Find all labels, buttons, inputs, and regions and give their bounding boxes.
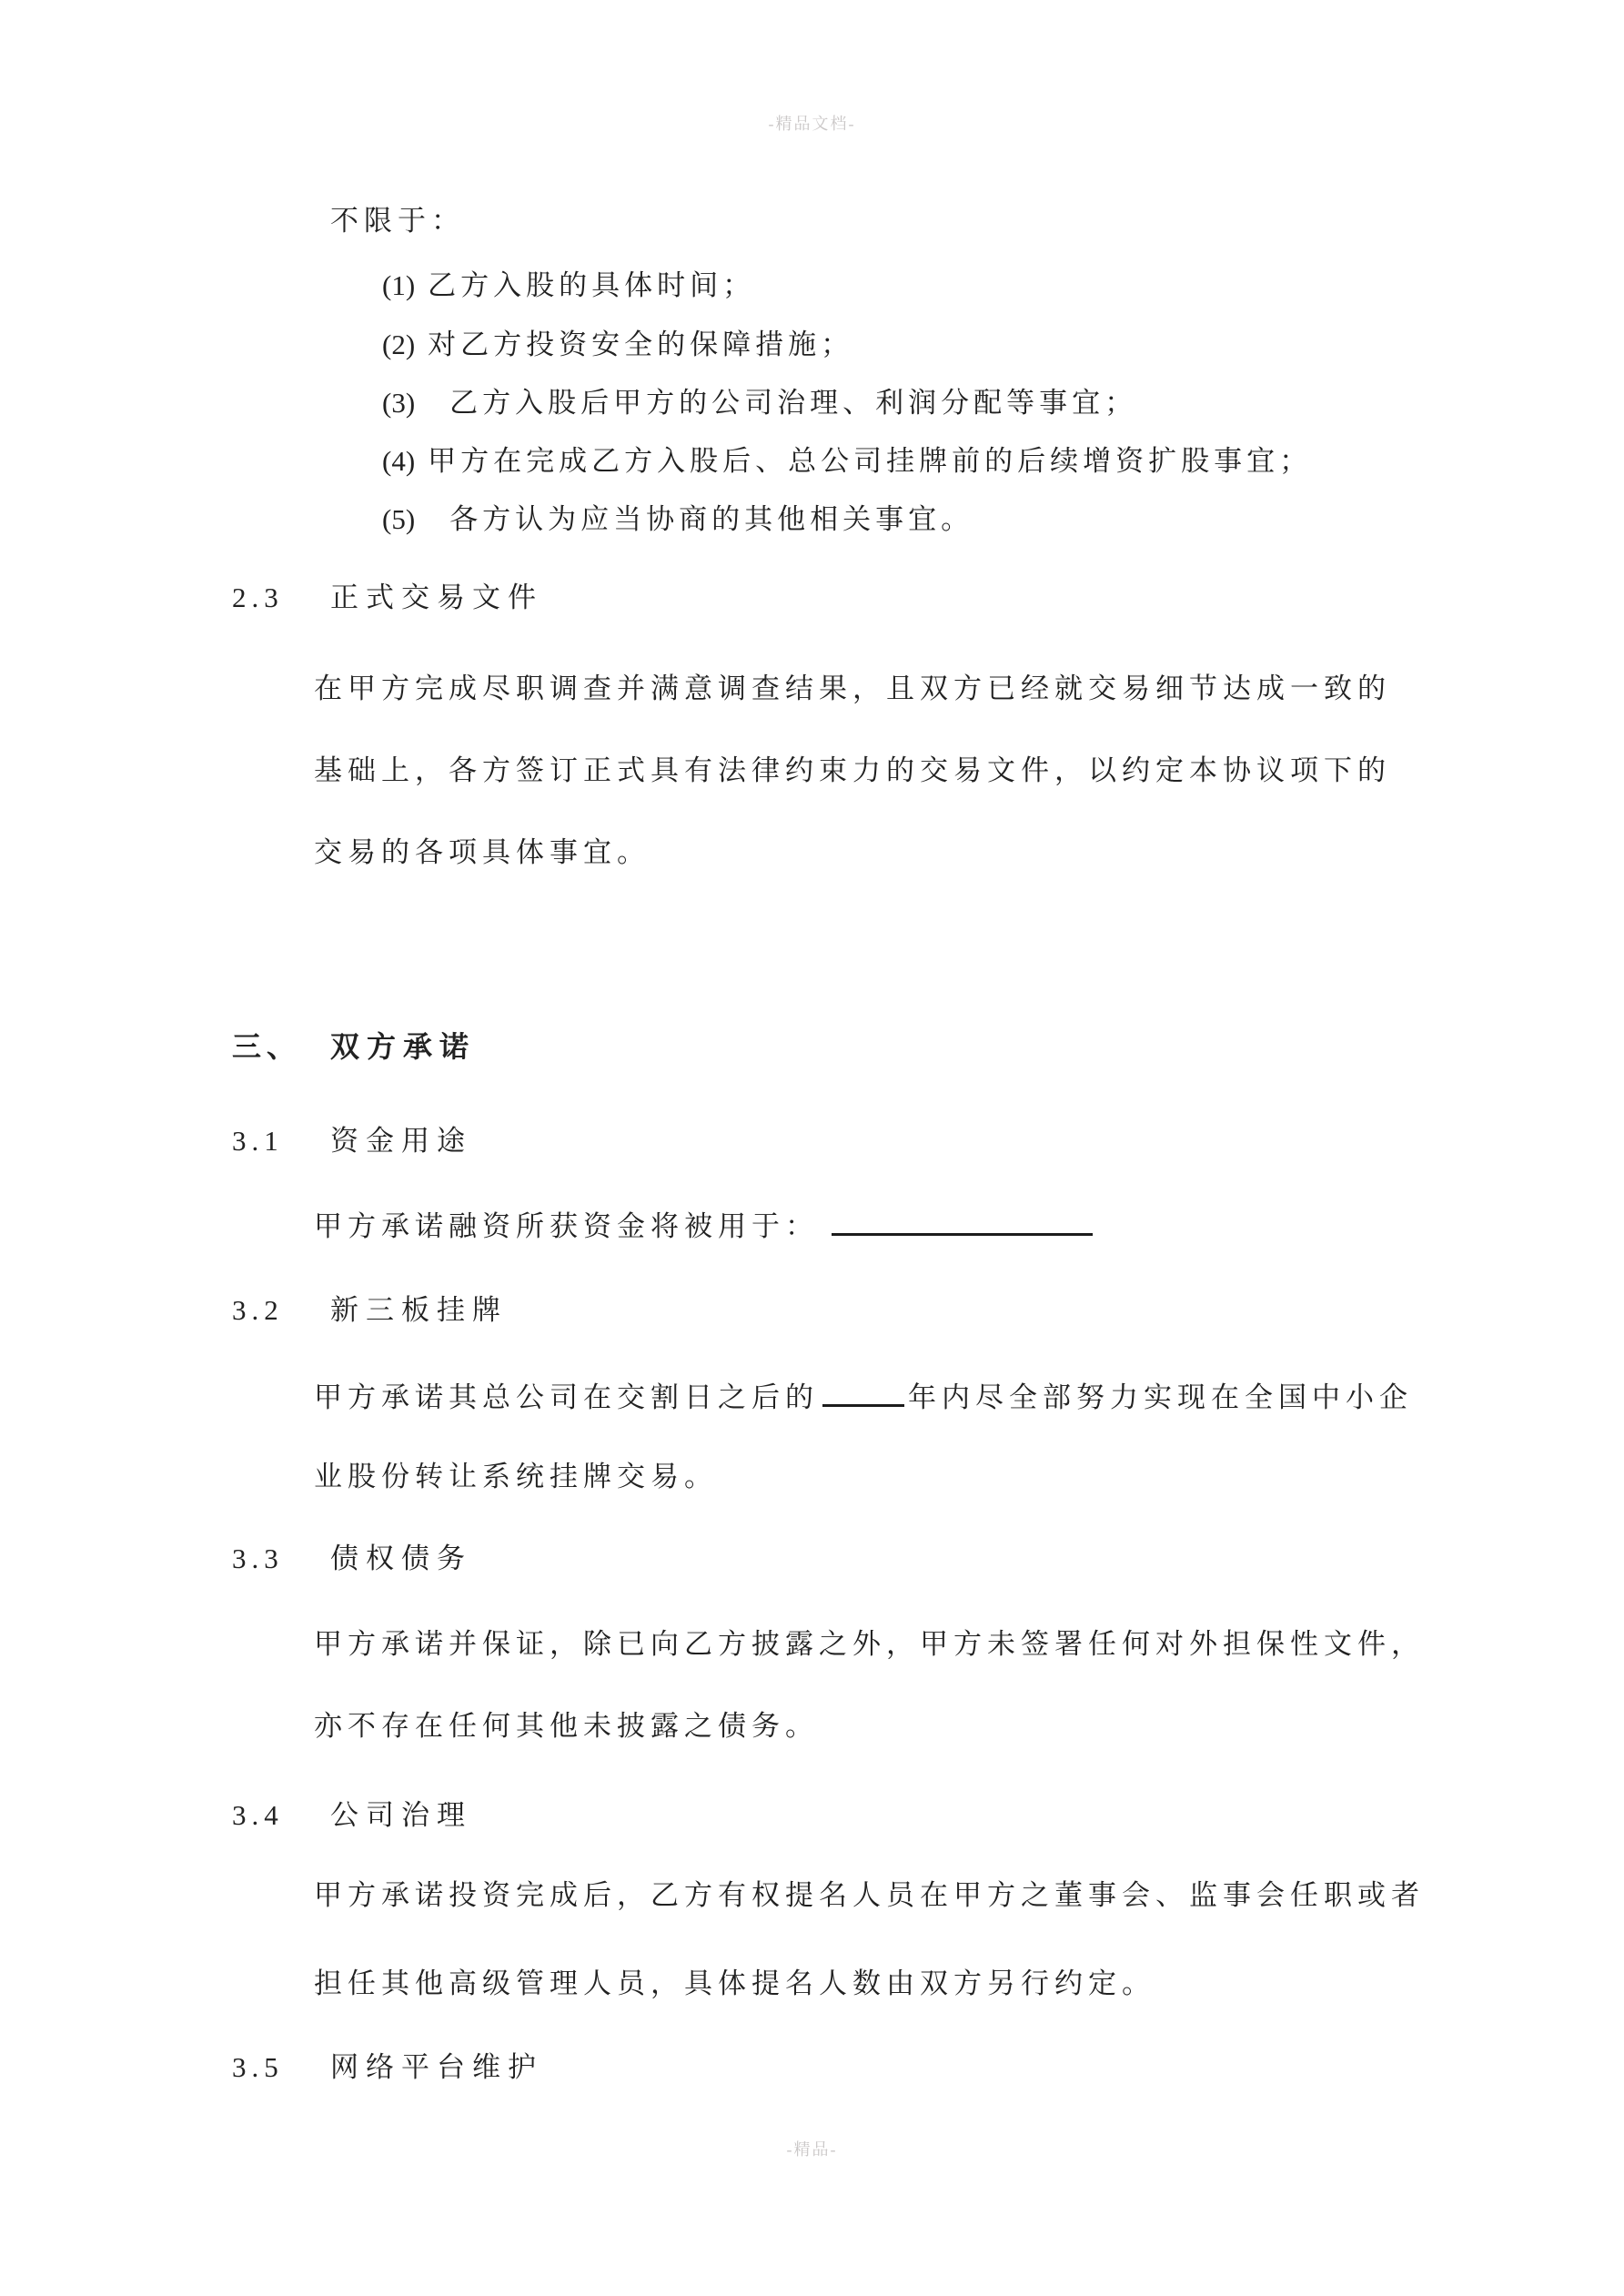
fill-in-blank-years [822,1377,904,1407]
section-2-3-paragraph-line-1: 在甲方完成尽职调查并满意调查结果，且双方已经就交易细节达成一致的 [314,673,1391,704]
header-watermark: -精品文档- [768,115,856,133]
intro-lead: 不限于： [330,205,465,237]
list-item-1-marker: (1) [382,269,416,301]
section-3-5-number: 3.5 [232,2051,284,2083]
list-item-2-text: 对乙方投资安全的保障措施； [428,329,854,360]
list-item-3-marker: (3) [382,387,416,419]
list-item-5-marker: (5) [382,503,416,535]
section-3-2-paragraph-pre: 甲方承诺其总公司在交割日之后的 [314,1381,819,1413]
section-3-3-paragraph-line-1: 甲方承诺并保证，除已向乙方披露之外，甲方未签署任何对外担保性文件， [314,1628,1425,1660]
footer-watermark: -精品- [786,2140,838,2159]
section-3-3-paragraph-line-2: 亦不存在任何其他未披露之债务。 [314,1710,819,1742]
list-item-3-text: 乙方入股后甲方的公司治理、利润分配等事宜； [449,387,1138,419]
section-2-3-paragraph-line-2: 基础上，各方签订正式具有法律约束力的交易文件，以约定本协议项下的 [314,754,1391,786]
section-3-1-paragraph-text: 甲方承诺融资所获资金将被用于： [314,1210,819,1242]
section-3-4-paragraph-line-1: 甲方承诺投资完成后，乙方有权提名人员在甲方之董事会、监事会任职或者 [314,1879,1425,1911]
section-3-2-paragraph-line-1 [314,1377,1413,1416]
section-3-1-paragraph-line-1 [314,1206,1093,1245]
section-3-1-title: 资金用途 [330,1125,472,1157]
section-2-3-paragraph-line-3: 交易的各项具体事宜。 [314,836,651,868]
section-2-3-title: 正式交易文件 [330,582,543,613]
section-3-3-number: 3.3 [232,1542,284,1574]
list-item-3 [382,385,1137,421]
list-item-4-marker: (4) [382,445,416,477]
list-item-4 [382,443,1312,480]
list-item-1 [382,268,755,304]
section-2-3-number: 2.3 [232,582,284,613]
section-3-4-number: 3.4 [232,1799,284,1831]
chapter-3-title: 双方承诺 [330,1030,477,1063]
section-3-3-title: 债权债务 [330,1542,472,1574]
section-3-2-paragraph-line-2: 业股份转让系统挂牌交易。 [314,1461,718,1492]
section-3-4-paragraph-line-2: 担任其他高级管理人员，具体提名人数由双方另行约定。 [314,1967,1155,1999]
section-3-5-title: 网络平台维护 [330,2051,543,2083]
section-3-2-title: 新三板挂牌 [330,1294,508,1326]
fill-in-blank-use-of-funds [832,1206,1093,1236]
list-item-2-marker: (2) [382,329,416,360]
list-item-1-text: 乙方入股的具体时间； [428,269,756,301]
section-3-1-number: 3.1 [232,1125,284,1157]
list-item-5 [382,501,973,538]
list-item-2 [382,327,853,363]
list-item-5-text: 各方认为应当协商的其他相关事宜。 [449,503,974,535]
section-3-4-title: 公司治理 [330,1799,472,1831]
chapter-3-number: 三、 [232,1030,302,1063]
list-item-4-text: 甲方在完成乙方入股后、总公司挂牌前的后续增资扩股事宜； [428,445,1313,477]
section-3-2-paragraph-post: 年内尽全部努力实现在全国中小企 [908,1381,1413,1413]
section-3-2-number: 3.2 [232,1294,284,1326]
